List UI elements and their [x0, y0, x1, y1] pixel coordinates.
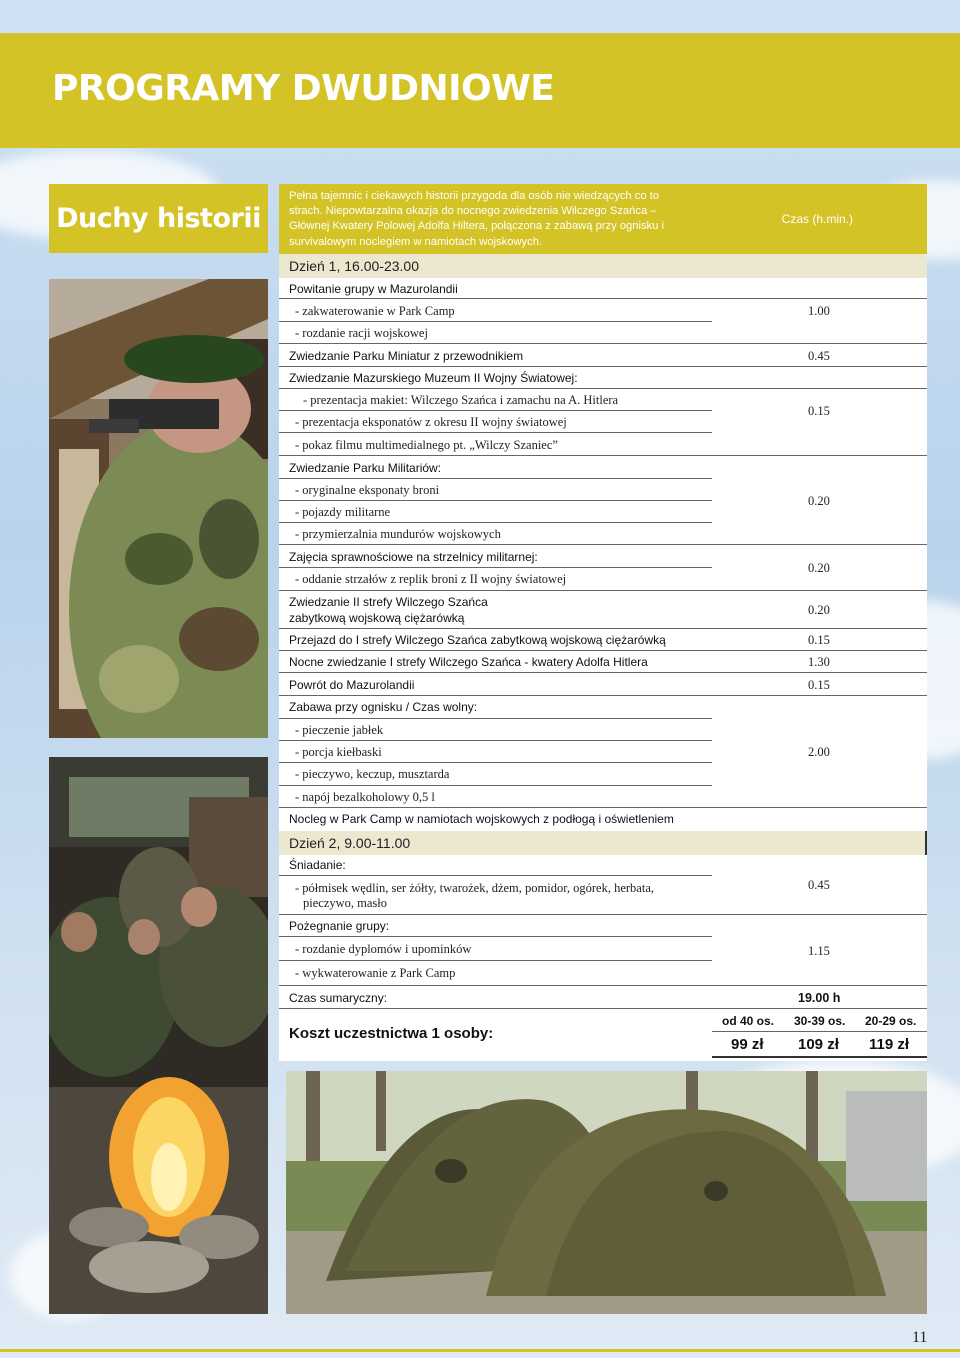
- row-overnight: Nocleg w Park Camp w namiotach wojskowych z podłogą i oświetleniem: [289, 812, 674, 826]
- row-bonfire-item-2: - porcja kiełbaski: [295, 745, 382, 759]
- day-1-label: Dzień 1, 16.00-23.00: [289, 258, 419, 274]
- row-bonfire-item-1: - pieczenie jabłek: [295, 723, 384, 737]
- price-value-3: 119 zł: [869, 1036, 910, 1053]
- row-miniature-park-time: 0.45: [808, 349, 830, 363]
- row-zone-2-line-2: zabytkową wojskową ciężarówką: [289, 611, 465, 625]
- military-tents-photo: [286, 1071, 927, 1314]
- row-divider: [279, 321, 712, 322]
- row-divider: [279, 807, 927, 808]
- row-shooting-range: Zajęcia sprawnościowe na strzelnicy militarnej:: [289, 550, 538, 564]
- price-group-1: od 40 os.: [722, 1014, 775, 1028]
- row-shooting-range-item-1: - oddanie strzałów z replik broni z II wojny światowej: [295, 572, 567, 586]
- row-welcome-item-2: - rozdanie racji wojskowej: [295, 326, 428, 340]
- row-military-park-time: 0.20: [808, 494, 830, 508]
- row-museum-time: 0.15: [808, 404, 830, 418]
- row-farewell-item-2: - wykwaterowanie z Park Camp: [295, 966, 456, 980]
- row-military-park-item-2: - pojazdy militarne: [295, 505, 391, 519]
- row-breakfast-item-1-cont: pieczywo, masło: [303, 896, 388, 910]
- price-label: Koszt uczestnictwa 1 osoby:: [289, 1025, 494, 1042]
- row-welcome-time: 1.00: [808, 304, 830, 318]
- row-divider: [279, 500, 712, 501]
- row-night-tour-time: 1.30: [808, 655, 830, 669]
- day-1-band: [279, 254, 927, 278]
- intro-text: Pełna tajemnic i ciekawych historii przygoda dla osób nie wiedzących co to strach. Niepowtarzalna okazja do nocnego zwiedzenia Wilczego Szańca – Głównej Kwatery Polowej Adolfa Hiltera, połączona z zabawą przy ognisku i survivalowym noclegiem w namiotach wojskowych.: [289, 190, 664, 248]
- row-transfer-zone-1: Przejazd do I strefy Wilczego Szańca zabytkową wojskową ciężarówką: [289, 633, 666, 647]
- row-divider: [279, 455, 927, 456]
- row-welcome-item-1: - zakwaterowanie w Park Camp: [295, 304, 455, 318]
- row-divider: [279, 762, 712, 763]
- row-miniature-park: Zwiedzanie Parku Miniatur z przewodnikiem: [289, 349, 524, 363]
- row-zone-2-line-1: Zwiedzanie II strefy Wilczego Szańca: [289, 595, 488, 609]
- price-value-1: 99 zł: [731, 1036, 764, 1053]
- row-divider: [279, 1008, 927, 1009]
- row-divider: [279, 590, 927, 591]
- row-museum-item-1: - prezentacja makiet: Wilczego Szańca i zamachu na A. Hitlera: [303, 393, 619, 407]
- row-farewell-time: 1.15: [808, 944, 830, 958]
- row-museum: Zwiedzanie Mazurskiego Muzeum II Wojny Światowej:: [289, 371, 578, 385]
- intro-box: [279, 184, 927, 254]
- page-title: PROGRAMY DWUDNIOWE: [52, 68, 555, 109]
- price-group-2: 30-39 os.: [794, 1014, 846, 1028]
- row-breakfast-item-1: - półmisek wędlin, ser żółty, twarożek, dżem, pomidor, ogórek, herbata,: [295, 881, 654, 895]
- footer-line: [0, 1349, 960, 1352]
- row-divider: [279, 388, 927, 389]
- row-divider: [279, 544, 927, 545]
- price-group-3: 20-29 os.: [865, 1014, 917, 1028]
- row-divider: [279, 410, 712, 411]
- row-zone-2-time: 0.20: [808, 603, 830, 617]
- section-title-box: [49, 184, 268, 253]
- row-divider: [712, 1056, 927, 1058]
- row-divider: [712, 1031, 927, 1032]
- row-divider: [279, 875, 712, 876]
- row-divider: [279, 478, 712, 479]
- row-divider: [279, 785, 712, 786]
- row-divider: [279, 695, 927, 696]
- program-table: [279, 254, 927, 1061]
- row-divider: [279, 366, 927, 367]
- row-museum-item-3: - pokaz filmu multimedialnego pt. „Wilczy Szaniec”: [295, 438, 558, 452]
- row-divider: [279, 960, 712, 961]
- row-bonfire-item-4: - napój bezalkoholowy 0,5 l: [295, 790, 435, 804]
- row-bonfire: Zabawa przy ognisku / Czas wolny:: [289, 700, 478, 714]
- row-divider: [279, 298, 927, 299]
- row-divider: [279, 672, 927, 673]
- row-divider: [279, 936, 712, 937]
- total-time-value: 19.00 h: [798, 991, 841, 1005]
- row-divider: [279, 567, 712, 568]
- row-military-park-item-1: - oryginalne eksponaty broni: [295, 483, 440, 497]
- row-divider: [279, 432, 712, 433]
- row-shooting-range-time: 0.20: [808, 561, 830, 575]
- day-2-label: Dzień 2, 9.00-11.00: [289, 835, 411, 851]
- row-military-park-item-3: - przymierzalnia mundurów wojskowych: [295, 527, 501, 541]
- campfire-soldiers-photo: [49, 757, 268, 1314]
- row-divider: [279, 522, 712, 523]
- row-return: Powrót do Mazurolandii: [289, 678, 415, 692]
- page-number: 11: [912, 1329, 928, 1346]
- row-bonfire-time: 2.00: [808, 745, 830, 759]
- row-divider: [279, 650, 927, 651]
- price-value-2: 109 zł: [798, 1036, 839, 1053]
- row-divider: [279, 985, 927, 986]
- row-breakfast-time: 0.45: [808, 878, 830, 892]
- section-title: Duchy historii: [56, 203, 261, 234]
- total-time-label: Czas sumaryczny:: [289, 991, 388, 1005]
- row-military-park: Zwiedzanie Parku Militariów:: [289, 461, 442, 475]
- row-divider: [279, 343, 927, 344]
- row-farewell: Pożegnanie grupy:: [289, 919, 390, 933]
- soldier-aiming-rifle-photo: [49, 279, 268, 738]
- row-bonfire-item-3: - pieczywo, keczup, musztarda: [295, 767, 450, 781]
- row-night-tour: Nocne zwiedzanie I strefy Wilczego Szańca - kwatery Adolfa Hitlera: [289, 655, 648, 669]
- time-column-header: Czas (h.min.): [781, 212, 853, 226]
- row-divider: [279, 718, 712, 719]
- row-farewell-item-1: - rozdanie dyplomów i upominków: [295, 942, 472, 956]
- row-return-time: 0.15: [808, 678, 830, 692]
- day-band-edge: [925, 831, 927, 855]
- row-welcome: Powitanie grupy w Mazurolandii: [289, 282, 458, 296]
- row-breakfast: Śniadanie:: [289, 858, 346, 872]
- row-divider: [279, 740, 712, 741]
- row-transfer-zone-1-time: 0.15: [808, 633, 830, 647]
- row-museum-item-2: - prezentacja eksponatów z okresu II wojny światowej: [295, 415, 567, 429]
- row-divider: [279, 914, 927, 915]
- day-2-band: [279, 831, 927, 855]
- row-divider: [279, 628, 927, 629]
